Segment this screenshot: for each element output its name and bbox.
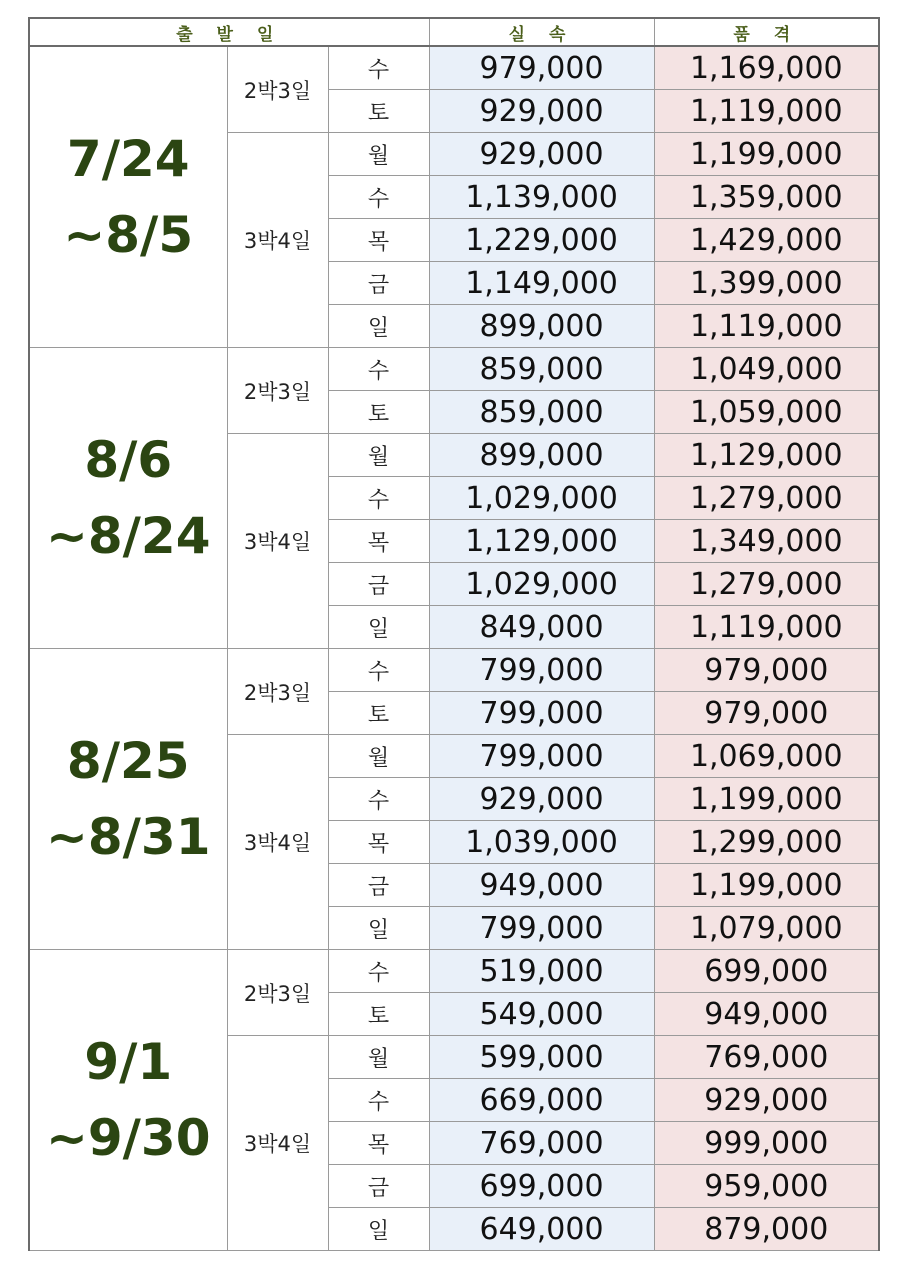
weekday-cell: 수 xyxy=(328,778,429,821)
header-row xyxy=(29,18,879,46)
pumgyeok-price: 699,000 xyxy=(654,950,879,993)
stay-length-long: 3박4일 xyxy=(227,133,328,348)
silsok-price: 549,000 xyxy=(429,993,654,1036)
weekday-cell: 일 xyxy=(328,305,429,348)
pumgyeok-price: 1,359,000 xyxy=(654,176,879,219)
silsok-price: 769,000 xyxy=(429,1122,654,1165)
period-start: 9/1 xyxy=(84,1033,173,1091)
weekday-cell: 수 xyxy=(328,46,429,90)
pumgyeok-price: 1,049,000 xyxy=(654,348,879,391)
pumgyeok-header: 품 격 xyxy=(654,18,879,46)
silsok-price: 979,000 xyxy=(429,46,654,90)
silsok-price: 649,000 xyxy=(429,1208,654,1251)
weekday-cell: 일 xyxy=(328,606,429,649)
silsok-price: 899,000 xyxy=(429,434,654,477)
pumgyeok-price: 959,000 xyxy=(654,1165,879,1208)
pumgyeok-price: 979,000 xyxy=(654,649,879,692)
stay-length-long: 3박4일 xyxy=(227,1036,328,1251)
weekday-cell: 목 xyxy=(328,1122,429,1165)
pumgyeok-price: 1,079,000 xyxy=(654,907,879,950)
table-row xyxy=(29,649,879,692)
period-start: 8/25 xyxy=(66,732,190,790)
pumgyeok-price: 1,199,000 xyxy=(654,864,879,907)
weekday-cell: 수 xyxy=(328,1079,429,1122)
pumgyeok-price: 1,129,000 xyxy=(654,434,879,477)
stay-length-short: 2박3일 xyxy=(227,348,328,434)
silsok-price: 1,039,000 xyxy=(429,821,654,864)
departure-period xyxy=(29,649,227,950)
weekday-cell: 토 xyxy=(328,692,429,735)
silsok-price: 599,000 xyxy=(429,1036,654,1079)
weekday-cell: 토 xyxy=(328,391,429,434)
pumgyeok-price: 1,059,000 xyxy=(654,391,879,434)
silsok-price: 899,000 xyxy=(429,305,654,348)
pumgyeok-price: 1,119,000 xyxy=(654,606,879,649)
weekday-cell: 금 xyxy=(328,1165,429,1208)
pumgyeok-price: 979,000 xyxy=(654,692,879,735)
pumgyeok-price: 1,279,000 xyxy=(654,563,879,606)
weekday-cell: 월 xyxy=(328,133,429,176)
weekday-cell: 목 xyxy=(328,520,429,563)
weekday-cell: 수 xyxy=(328,649,429,692)
period-end: ~8/5 xyxy=(63,206,194,264)
weekday-cell: 금 xyxy=(328,563,429,606)
table-row xyxy=(29,46,879,90)
pumgyeok-price: 1,199,000 xyxy=(654,778,879,821)
departure-period xyxy=(29,348,227,649)
silsok-price: 1,149,000 xyxy=(429,262,654,305)
pumgyeok-price: 1,299,000 xyxy=(654,821,879,864)
weekday-cell: 목 xyxy=(328,821,429,864)
silsok-price: 799,000 xyxy=(429,735,654,778)
silsok-price: 519,000 xyxy=(429,950,654,993)
price-table xyxy=(28,17,880,1251)
period-end: ~9/30 xyxy=(45,1109,211,1167)
departure-period xyxy=(29,950,227,1251)
silsok-price: 929,000 xyxy=(429,90,654,133)
weekday-cell: 금 xyxy=(328,262,429,305)
pumgyeok-price: 1,349,000 xyxy=(654,520,879,563)
pumgyeok-price: 1,119,000 xyxy=(654,90,879,133)
weekday-cell: 수 xyxy=(328,348,429,391)
stay-length-long: 3박4일 xyxy=(227,434,328,649)
table-row xyxy=(29,348,879,391)
silsok-price: 1,029,000 xyxy=(429,563,654,606)
pumgyeok-price: 1,429,000 xyxy=(654,219,879,262)
weekday-cell: 수 xyxy=(328,176,429,219)
weekday-cell: 목 xyxy=(328,219,429,262)
weekday-cell: 토 xyxy=(328,993,429,1036)
silsok-price: 1,129,000 xyxy=(429,520,654,563)
weekday-cell: 일 xyxy=(328,907,429,950)
period-end: ~8/31 xyxy=(45,808,211,866)
silsok-price: 699,000 xyxy=(429,1165,654,1208)
silsok-price: 669,000 xyxy=(429,1079,654,1122)
silsok-price: 799,000 xyxy=(429,907,654,950)
weekday-cell: 월 xyxy=(328,434,429,477)
pumgyeok-price: 879,000 xyxy=(654,1208,879,1251)
pumgyeok-price: 949,000 xyxy=(654,993,879,1036)
pumgyeok-price: 1,399,000 xyxy=(654,262,879,305)
table-body xyxy=(29,46,879,1251)
stay-length-short: 2박3일 xyxy=(227,46,328,133)
weekday-cell: 일 xyxy=(328,1208,429,1251)
stay-length-short: 2박3일 xyxy=(227,649,328,735)
pumgyeok-price: 929,000 xyxy=(654,1079,879,1122)
silsok-price: 859,000 xyxy=(429,391,654,434)
silsok-header: 실 속 xyxy=(429,18,654,46)
silsok-price: 799,000 xyxy=(429,692,654,735)
departure-header: 출 발 일 xyxy=(29,18,429,46)
weekday-cell: 월 xyxy=(328,1036,429,1079)
weekday-cell: 수 xyxy=(328,477,429,520)
weekday-cell: 수 xyxy=(328,950,429,993)
pumgyeok-price: 1,069,000 xyxy=(654,735,879,778)
silsok-price: 799,000 xyxy=(429,649,654,692)
silsok-price: 949,000 xyxy=(429,864,654,907)
silsok-price: 1,229,000 xyxy=(429,219,654,262)
pumgyeok-price: 1,169,000 xyxy=(654,46,879,90)
stay-length-long: 3박4일 xyxy=(227,735,328,950)
weekday-cell: 금 xyxy=(328,864,429,907)
pumgyeok-price: 769,000 xyxy=(654,1036,879,1079)
departure-period xyxy=(29,46,227,348)
pumgyeok-price: 1,119,000 xyxy=(654,305,879,348)
silsok-price: 849,000 xyxy=(429,606,654,649)
stay-length-short: 2박3일 xyxy=(227,950,328,1036)
silsok-price: 929,000 xyxy=(429,133,654,176)
silsok-price: 1,139,000 xyxy=(429,176,654,219)
pumgyeok-price: 1,279,000 xyxy=(654,477,879,520)
silsok-price: 929,000 xyxy=(429,778,654,821)
silsok-price: 1,029,000 xyxy=(429,477,654,520)
weekday-cell: 토 xyxy=(328,90,429,133)
pumgyeok-price: 999,000 xyxy=(654,1122,879,1165)
silsok-price: 859,000 xyxy=(429,348,654,391)
table-row xyxy=(29,950,879,993)
period-start: 8/6 xyxy=(84,431,173,489)
weekday-cell: 월 xyxy=(328,735,429,778)
pumgyeok-price: 1,199,000 xyxy=(654,133,879,176)
period-start: 7/24 xyxy=(66,130,190,188)
period-end: ~8/24 xyxy=(45,507,211,565)
